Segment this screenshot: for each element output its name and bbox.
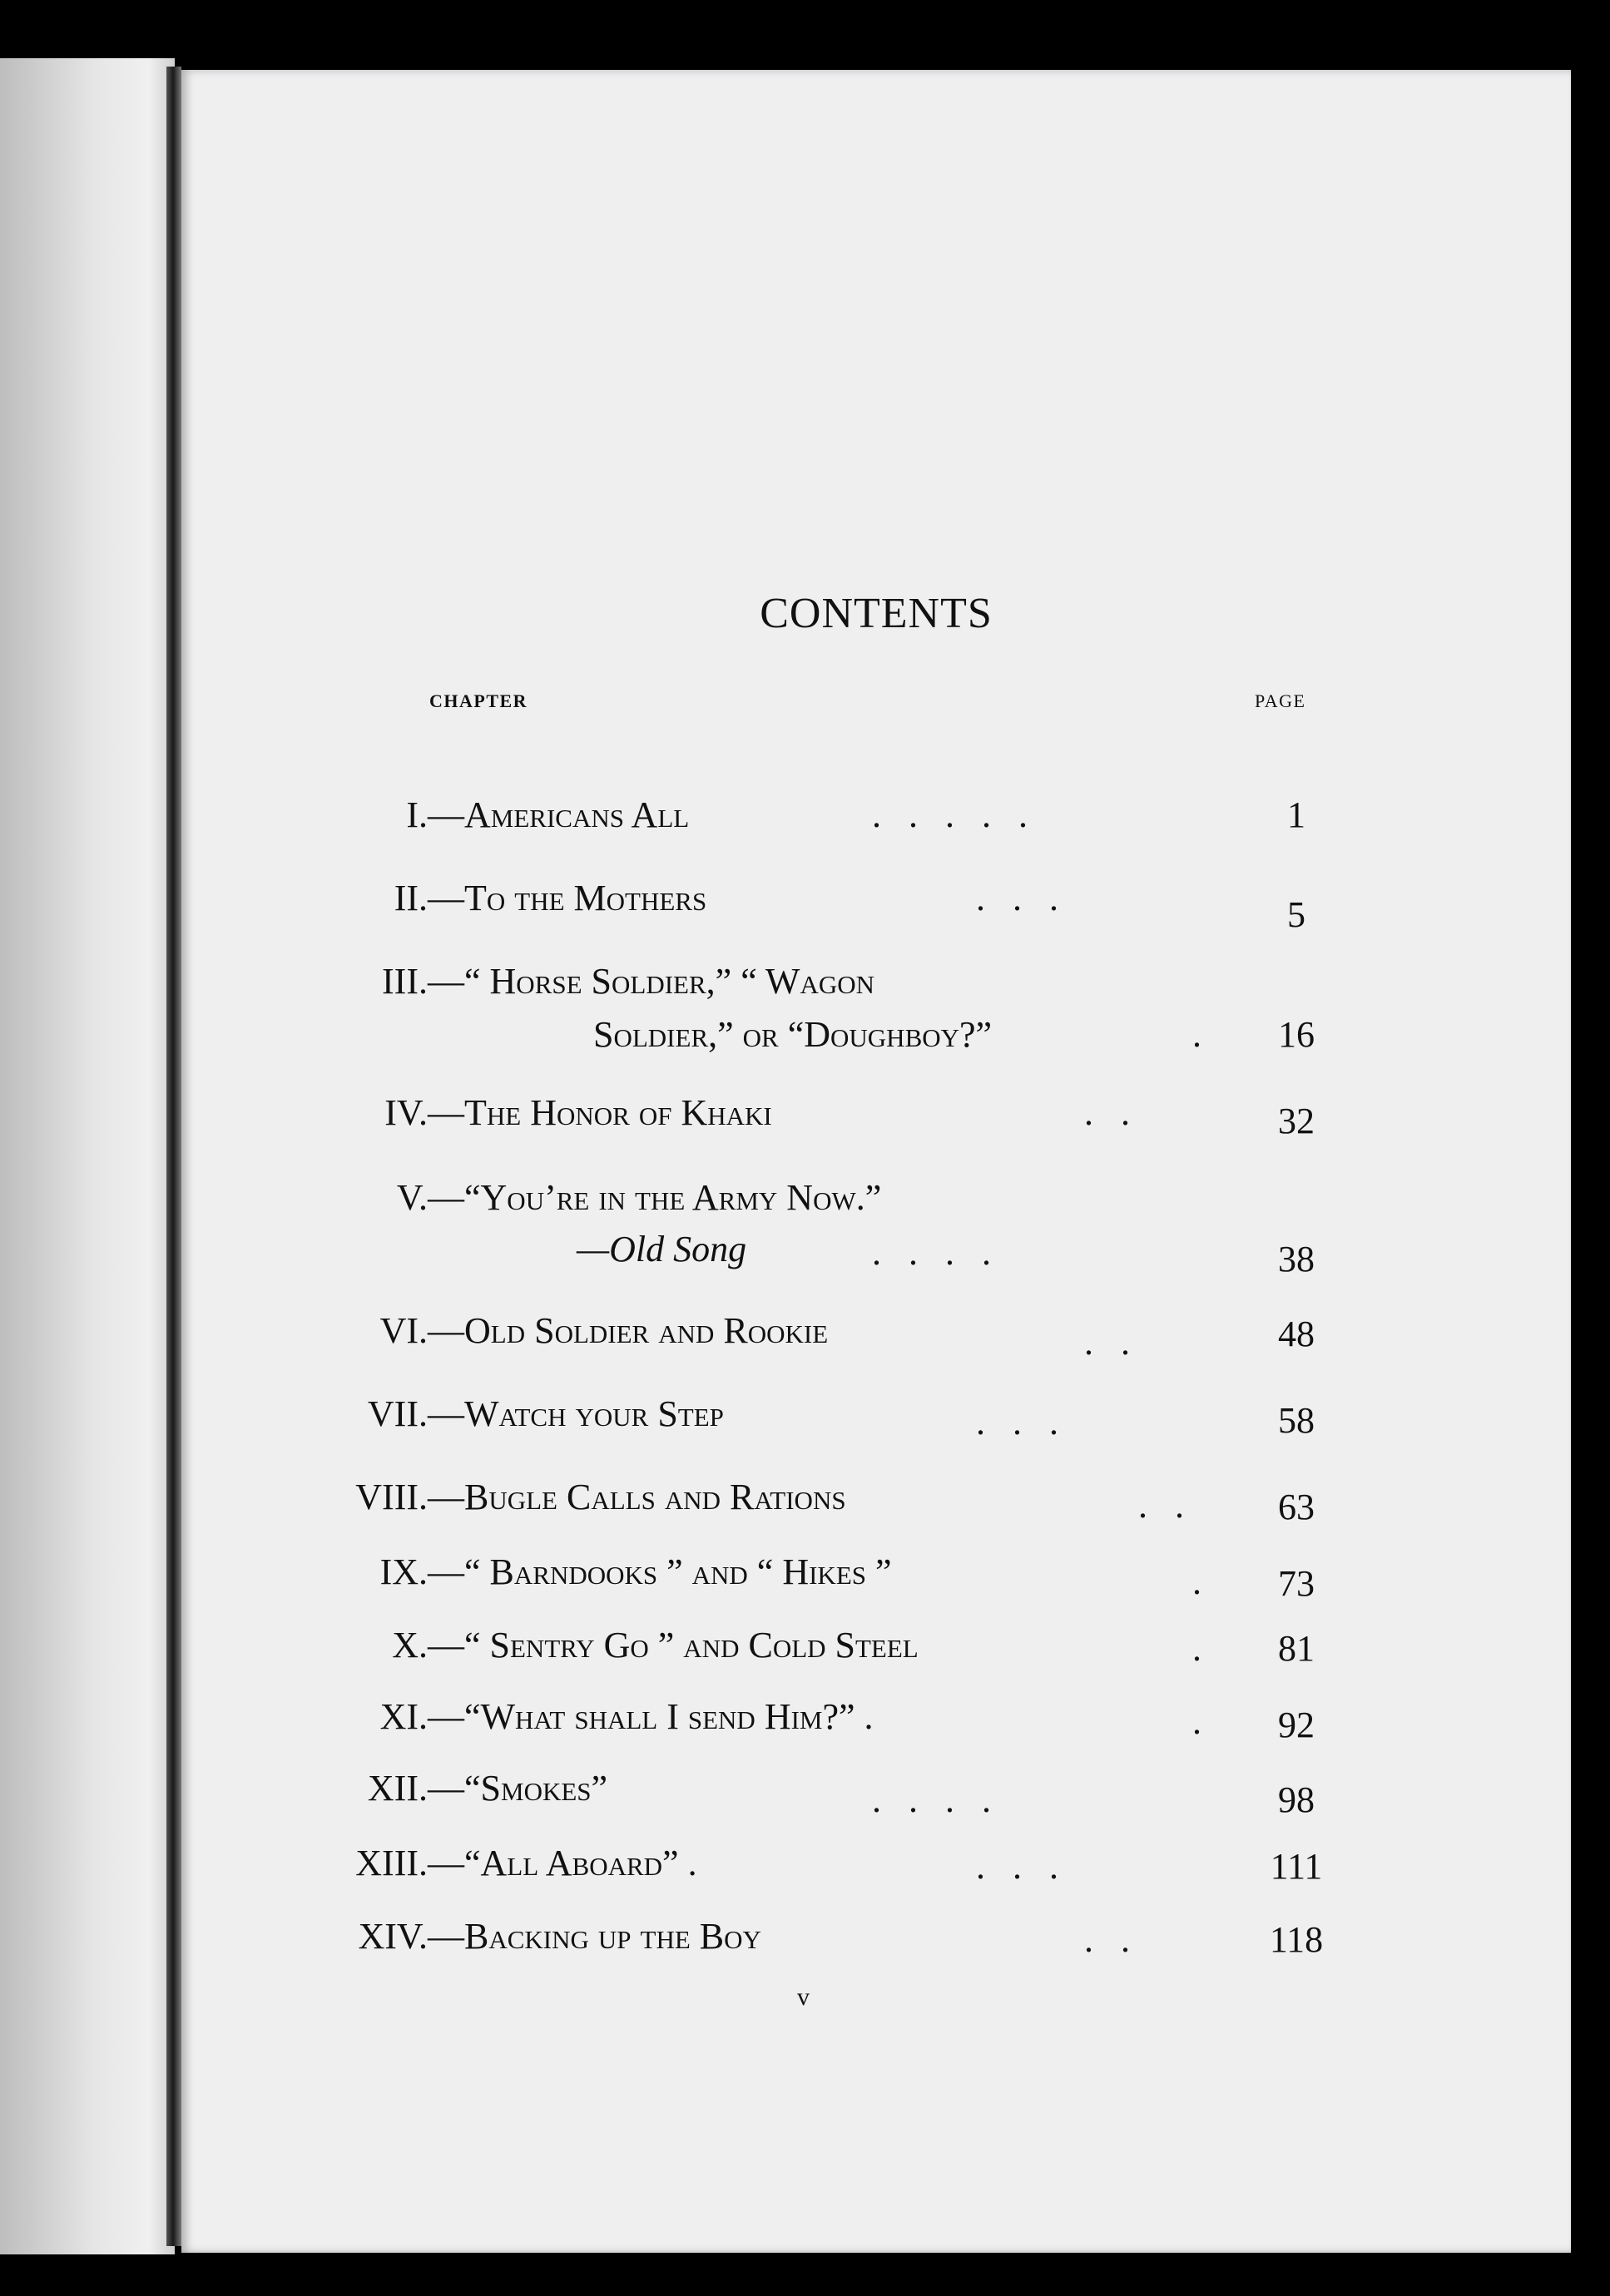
- chapter-title: Bugle Calls and Rations: [464, 1477, 846, 1517]
- dot-leader: .: [1192, 1701, 1201, 1742]
- book-gutter: [166, 67, 181, 2246]
- chapter-title: “ Barndooks ” and “ Hikes ”: [464, 1551, 892, 1592]
- chapter-number: III.—: [382, 961, 464, 1002]
- chapter-number: XI.—: [379, 1696, 464, 1737]
- page-number: 98: [1278, 1779, 1315, 1820]
- toc-entry: [181, 1695, 1571, 1745]
- toc-entry: [181, 1309, 1571, 1363]
- toc-entry: [181, 1767, 1571, 1820]
- chapter-number: II.—: [394, 878, 464, 918]
- dot-leader: .: [1192, 1014, 1201, 1055]
- chapter-title: Old Soldier and Rookie: [464, 1310, 829, 1351]
- dot-leader: . . . . .: [872, 794, 1028, 835]
- chapter-number: XIV.—: [358, 1916, 464, 1957]
- page-number: 1: [1287, 794, 1305, 835]
- page-number: 5: [1287, 894, 1305, 935]
- dot-leader: . . . .: [872, 1779, 991, 1820]
- chapter-number: VI.—: [379, 1310, 464, 1351]
- left-page-edge: [0, 58, 175, 2254]
- chapter-title: To the Mothers: [464, 878, 707, 918]
- page-number: 118: [1269, 1919, 1324, 1960]
- dot-leader: . . .: [976, 878, 1058, 918]
- chapter-title: Backing up the Boy: [464, 1916, 761, 1957]
- page-column-label: PAGE: [1255, 690, 1306, 711]
- toc-entry: [181, 960, 1571, 1055]
- page-number: 38: [1278, 1239, 1315, 1279]
- page-footer-mark: v: [797, 1983, 810, 2011]
- toc-entry: [181, 1842, 1571, 1892]
- chapter-number: XII.—: [367, 1768, 464, 1809]
- dot-leader: . . .: [976, 1846, 1058, 1887]
- dot-leader: . .: [1084, 1919, 1130, 1960]
- dot-leader: . .: [1138, 1485, 1184, 1526]
- chapter-number: VII.—: [367, 1393, 464, 1434]
- toc-entry: [181, 1915, 1571, 1965]
- page-number: 111: [1270, 1846, 1323, 1887]
- chapter-title: The Honor of Khaki: [464, 1092, 772, 1133]
- toc-entry: [181, 877, 1571, 935]
- page-number: 63: [1278, 1487, 1315, 1527]
- chapter-number: X.—: [392, 1625, 464, 1665]
- page-number: 32: [1278, 1101, 1315, 1141]
- dot-leader: .: [1192, 1561, 1201, 1602]
- chapter-title: Americans All: [464, 794, 690, 835]
- chapter-number: I.—: [406, 794, 464, 835]
- chapter-title: “ Horse Soldier,” “ Wagon: [464, 961, 875, 1002]
- chapter-title: “ Sentry Go ” and Cold Steel: [464, 1625, 919, 1665]
- chapter-number: IX.—: [379, 1551, 464, 1592]
- chapter-number: IV.—: [384, 1092, 464, 1133]
- toc-entry: [181, 1176, 1571, 1279]
- page-title: CONTENTS: [760, 590, 993, 637]
- chapter-title: “All Aboard” .: [464, 1843, 697, 1883]
- chapter-title: “What shall I send Him?” .: [464, 1696, 874, 1737]
- toc-entry: [181, 1476, 1571, 1526]
- toc-entry: [181, 794, 1571, 844]
- chapter-title-continued: Soldier,” or “Doughboy?”: [593, 1014, 993, 1055]
- chapter-title-continued: —Old Song: [577, 1229, 747, 1269]
- dot-leader: . .: [1084, 1092, 1130, 1133]
- chapter-title: “Smokes”: [464, 1768, 608, 1809]
- toc-entry: [181, 1091, 1571, 1141]
- page-number: 81: [1278, 1628, 1315, 1669]
- page-number: 92: [1278, 1705, 1315, 1745]
- chapter-number: XIII.—: [355, 1843, 464, 1883]
- page-number: 58: [1278, 1400, 1315, 1441]
- chapter-number: VIII.—: [355, 1477, 464, 1517]
- dot-leader: .: [1192, 1628, 1201, 1669]
- toc-entry: [181, 1393, 1571, 1442]
- chapter-title: Watch your Step: [464, 1393, 724, 1434]
- toc-entry: [181, 1624, 1571, 1674]
- dot-leader: . . . .: [872, 1232, 991, 1273]
- page-number: 73: [1278, 1563, 1315, 1604]
- dot-leader: . . .: [976, 1402, 1058, 1442]
- page-number: 48: [1278, 1314, 1315, 1354]
- chapter-number: V.—: [396, 1177, 464, 1218]
- page-number: 16: [1278, 1014, 1315, 1055]
- dot-leader: . .: [1084, 1322, 1130, 1363]
- toc-entry: [181, 1551, 1571, 1604]
- contents-page: [181, 70, 1571, 2253]
- chapter-column-label: CHAPTER: [429, 690, 528, 711]
- chapter-title: “You’re in the Army Now.”: [464, 1177, 882, 1218]
